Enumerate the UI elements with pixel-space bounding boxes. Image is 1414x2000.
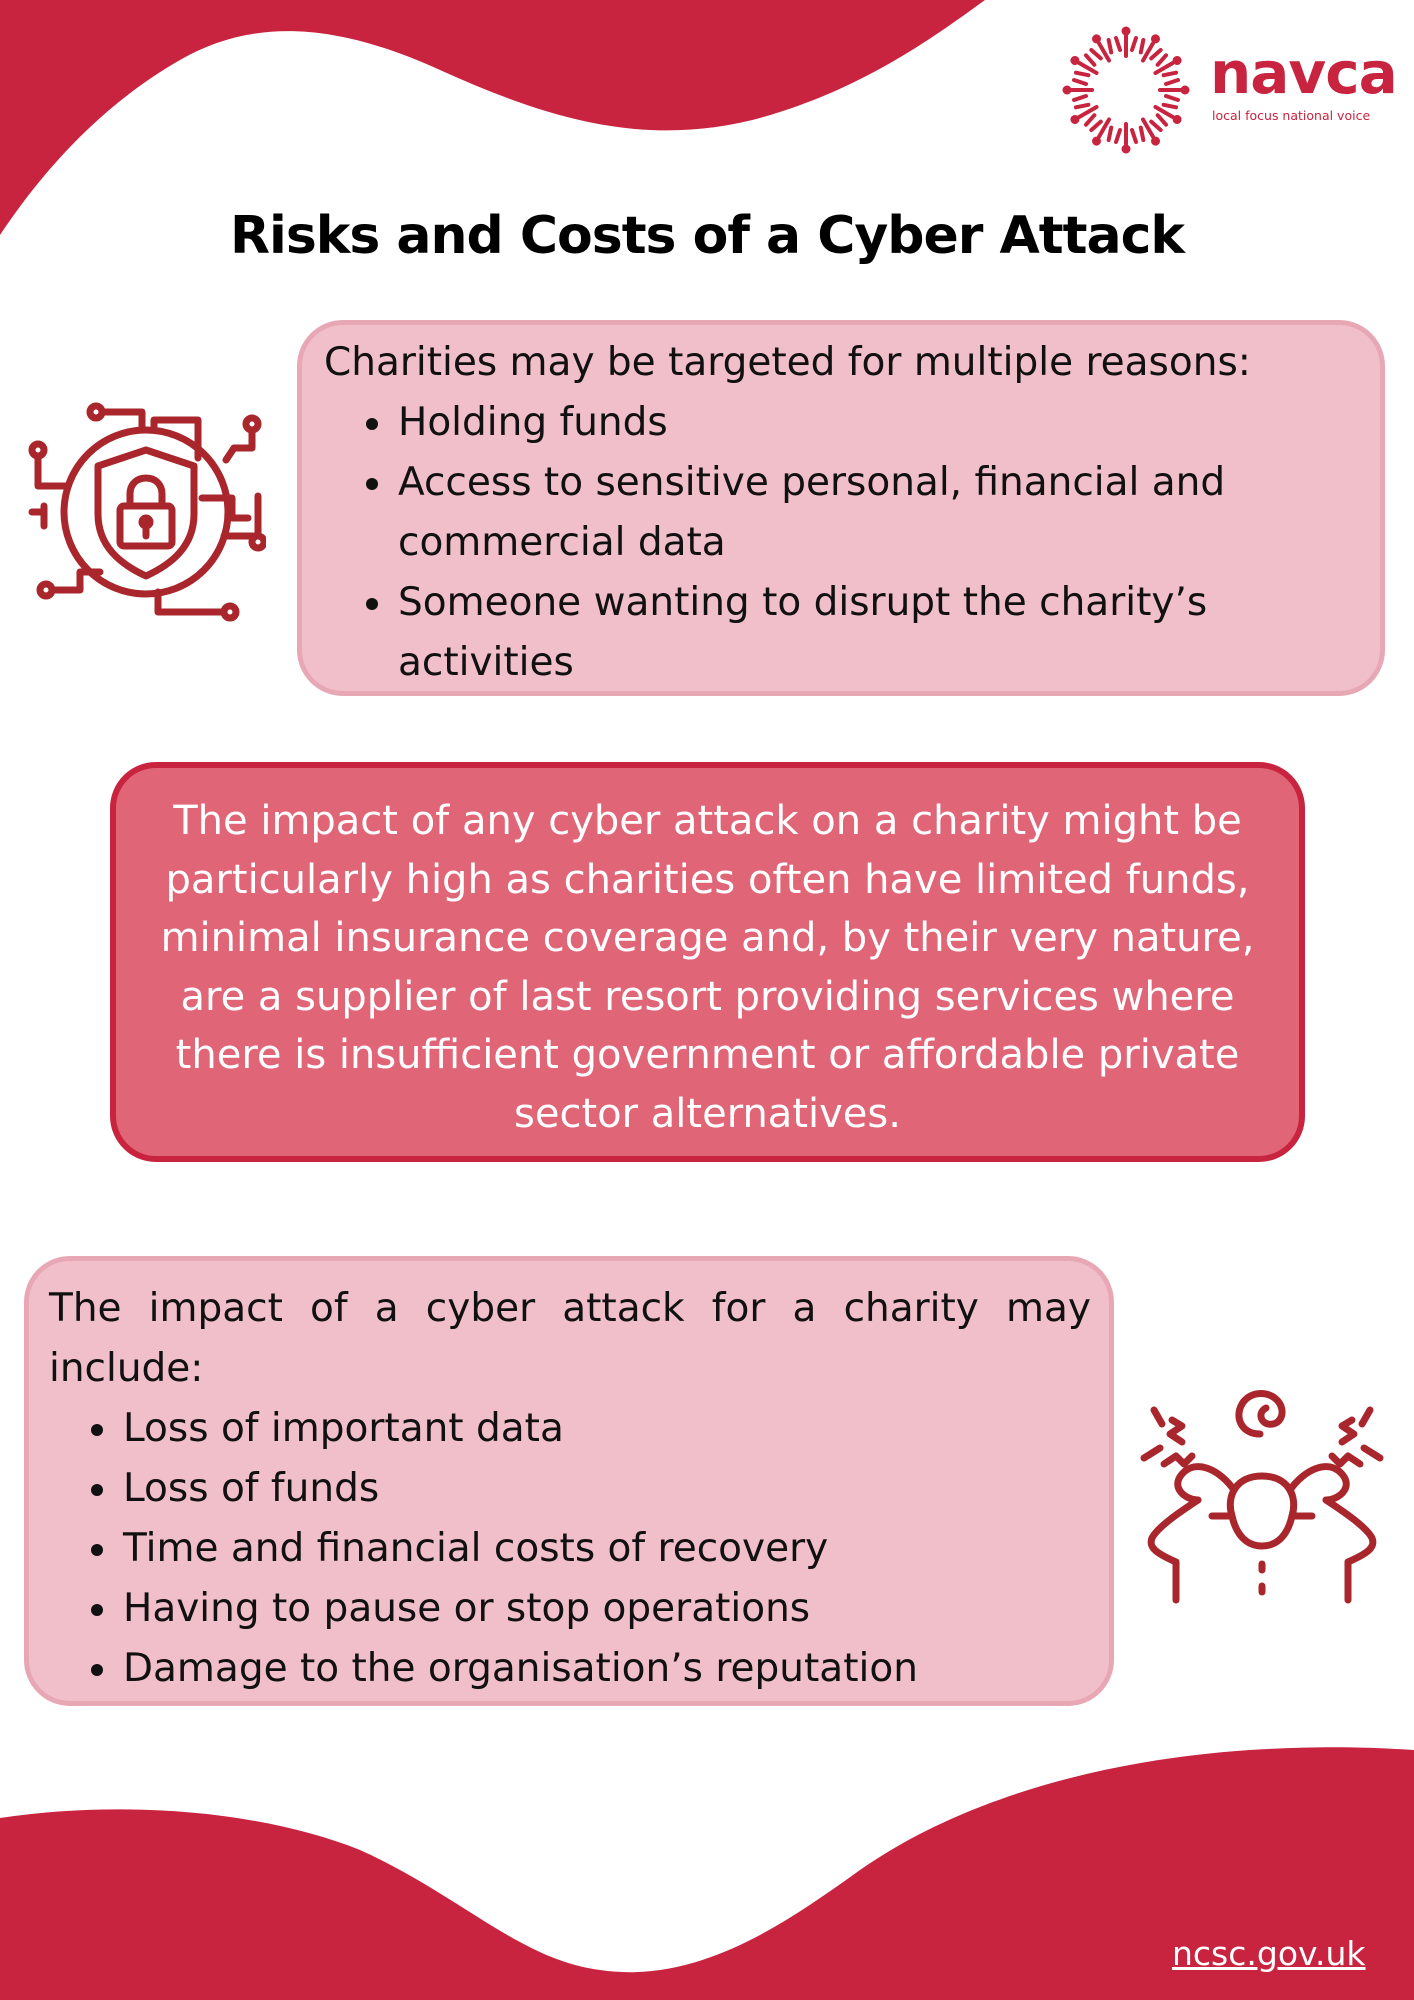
targeted-reasons-list <box>324 393 1360 693</box>
targeted-reasons-card <box>297 320 1385 696</box>
list-item: • Loss of funds <box>121 1459 1091 1519</box>
consequences-card <box>24 1256 1114 1706</box>
list-item: • Time and financial costs of recovery <box>121 1519 1091 1579</box>
shield-lock-circuit-icon <box>26 386 266 630</box>
navca-people-ring-icon <box>1058 22 1194 158</box>
list-item: • Having to pause or stop operations <box>121 1579 1091 1639</box>
targeted-reasons-intro: Charities may be targeted for multiple reasons: <box>324 340 1251 385</box>
impact-statement-text: The impact of any cyber attack on a charity might be particularly high as charities often have limited funds, minimal insurance coverage and, by their very nature, are a supplier of last resort providing services where there is insufficient government or affordable private sector alternatives. <box>160 798 1255 1137</box>
navca-logo <box>1058 22 1398 162</box>
logo-tagline: local focus national voice <box>1212 108 1371 123</box>
list-item: • Access to sensitive personal, financial and commercial data <box>396 453 1360 573</box>
ncsc-website-link[interactable]: ncsc.gov.uk <box>1172 1934 1366 1973</box>
list-item: • Someone wanting to disrupt the charity’s activities <box>396 573 1360 693</box>
logo-wordmark: navca <box>1210 39 1397 107</box>
list-item: • Loss of important data <box>121 1399 1091 1459</box>
page-title: Risks and Costs of a Cyber Attack <box>229 206 1185 266</box>
consequences-intro: The impact of a cyber attack for a charity may include: <box>49 1286 1091 1391</box>
list-item: • Damage to the organisation’s reputation <box>121 1639 1091 1699</box>
stressed-person-icon <box>1132 1376 1392 1616</box>
list-item: • Holding funds <box>396 393 1360 453</box>
impact-statement-card <box>110 762 1305 1162</box>
consequences-list <box>49 1399 1091 1699</box>
